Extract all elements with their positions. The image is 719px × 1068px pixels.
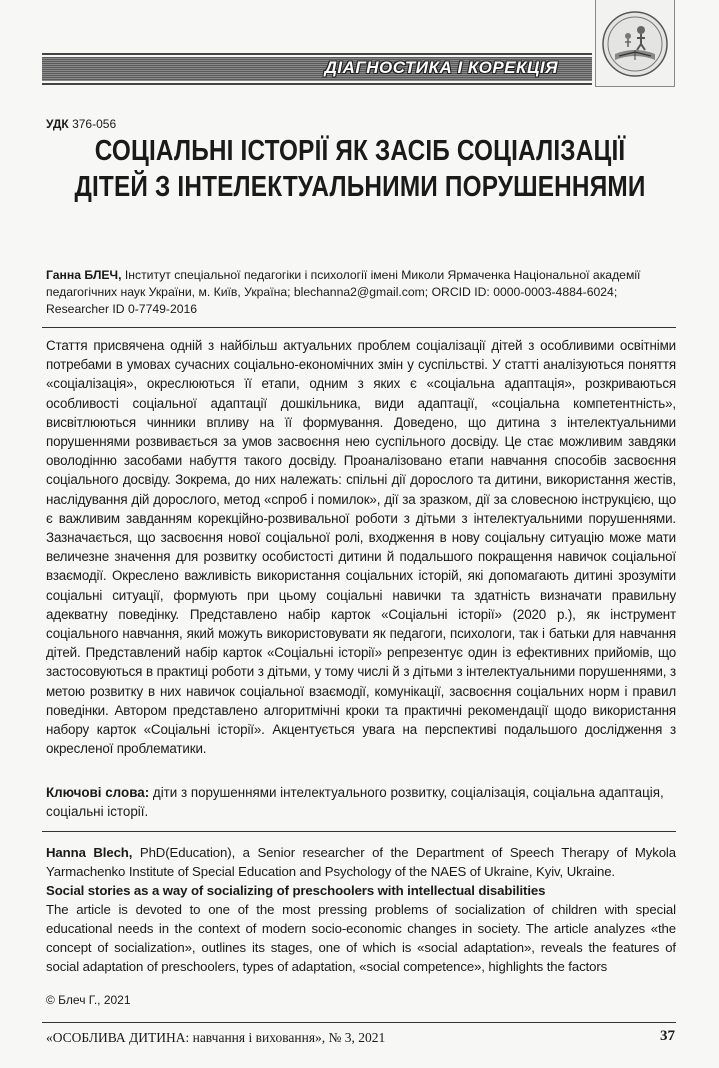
- copyright: © Блеч Г., 2021: [46, 993, 131, 1007]
- footer-divider: [42, 1022, 676, 1023]
- english-summary: [46, 843, 676, 976]
- keywords-label: Ключові слова:: [46, 785, 150, 800]
- logo-box: [595, 0, 675, 87]
- english-author-name: Hanna Blech,: [46, 845, 133, 860]
- header-rule-bottom: [42, 83, 592, 85]
- author-divider: [42, 327, 676, 328]
- page-number: 37: [660, 1028, 675, 1044]
- title-wrap: [0, 133, 719, 253]
- section-header-band: [42, 57, 592, 81]
- header-rule-top: [42, 53, 592, 55]
- section-label: ДІАГНОСТИКА І КОРЕКЦІЯ: [324, 58, 558, 77]
- keywords-text: діти з порушеннями інтелектуального розвитку, соціалізація, соціальна адаптація, соціальні історії.: [46, 785, 664, 820]
- journal-emblem-icon: [601, 10, 669, 78]
- author-name: Ганна БЛЕЧ,: [46, 268, 122, 282]
- abstract-ukrainian: Стаття присвячена одній з найбільш актуальних проблем соціалізації дітей з особливими освітніми потребами в умовах сучасних соціально-економічних змін у суспільстві. У статті аналізуються поняття «соціалізація», окреслюються її етапи, одним з яких є «соціальна адаптація», розкриваються особливості соціальної адаптації дошкільника, види адаптації, «соціальна компетентність», висвітлюються чинники впливу на її формування. Доведено, що дитина з інтелектуальними порушеннями розвивається за умов засвоєння нею суспільного досвіду. Це стає можливим завдяки оволодінню засобами набуття такого досвіду. Проаналізовано етапи навчання способів засвоєння соціального досвіду. Зокрема, до них належать: спільні дії дорослого та дитини, використання жестів, наслідування дій дорослого, метод «спроб і помилок», дії за зразком, дії за словесною інструкцією, що є важливим завданням корекційно-розвивальної роботи з дітьми з інтелектуальними порушеннями. Зазначається, що засвоєння нової соціальної ролі, входження в нову соціальну ситуацію може мати величезне значення для розвитку особистості дитини й подальшого покращення навичок соціальної взаємодії. Окреслено важливість використання соціальних історій, які допомагають дитині зрозуміти соціальні ситуації, формують при цьому соціальні навички та здатність визначати правильну адекватну поведінку. Представлено набір карток «Соціальні історії» (2020 р.), як інструмент соціального навчання, який можуть використовувати як педагоги, психологи, так і батьки для навчання дітей. Представлений набір карток «Соціальні історії» репрезентує один із ефективних прийомів, що застосовуються в практиці роботи з дітьми, у тому числі й з дітьми з інтелектуальними порушеннями, з метою розвитку в них навичок соціальної взаємодії, комунікації, засвоєння соціальних норм і правил поведінки. Автором представлено алгоритмічні кроки та практичні рекомендації щодо використання набору карток «Соціальні історії». Акцентується увага на перспективі подальшого дослідження з окресленої проблематики.: [46, 338, 676, 757]
- udk-code: 376-056: [72, 117, 117, 131]
- udk-line: [46, 117, 116, 131]
- footer-journal: «ОСОБЛИВА ДИТИНА: навчання і виховання», № 3, 2021: [46, 1030, 386, 1045]
- keywords-divider: [42, 831, 676, 832]
- english-author: [46, 843, 676, 881]
- article-title: СОЦІАЛЬНІ ІСТОРІЇ ЯК ЗАСІБ СОЦІАЛІЗАЦІЇ ДІТЕЙ З ІНТЕЛЕКТУАЛЬНИМИ ПОРУШЕННЯМИ: [74, 135, 646, 203]
- author-affiliation: Інститут спеціальної педагогіки і психології імені Миколи Ярмаченка Національної академії педагогічних наук України, м. Київ, Україна; blechanna2@gmail.com; ORCID ID: 0000-0003-4884-6024; Researcher ID 0-7749-2016: [46, 268, 641, 316]
- udk-label: УДК: [46, 117, 69, 131]
- english-title: Social stories as a way of socializing of preschoolers with intellectual disabilities: [46, 883, 546, 898]
- keywords: [46, 783, 676, 821]
- english-abstract: The article is devoted to one of the most pressing problems of socialization of children with special educational needs in the context of modern socio-economic changes in society. The article analyzes «the concept of socialization», outlines its stages, one of which is «social adaptation», reveals the features of social adaptation of preschoolers, types of adaptation, «social competence», highlights the factors: [46, 902, 676, 974]
- english-author-info: PhD(Education), a Senior researcher of the Department of Speech Therapy of Mykola Yarmachenko Institute of Special Education and Psychology of the NAES of Ukraine, Kyiv, Ukraine.: [46, 845, 677, 879]
- author-block: [46, 267, 671, 318]
